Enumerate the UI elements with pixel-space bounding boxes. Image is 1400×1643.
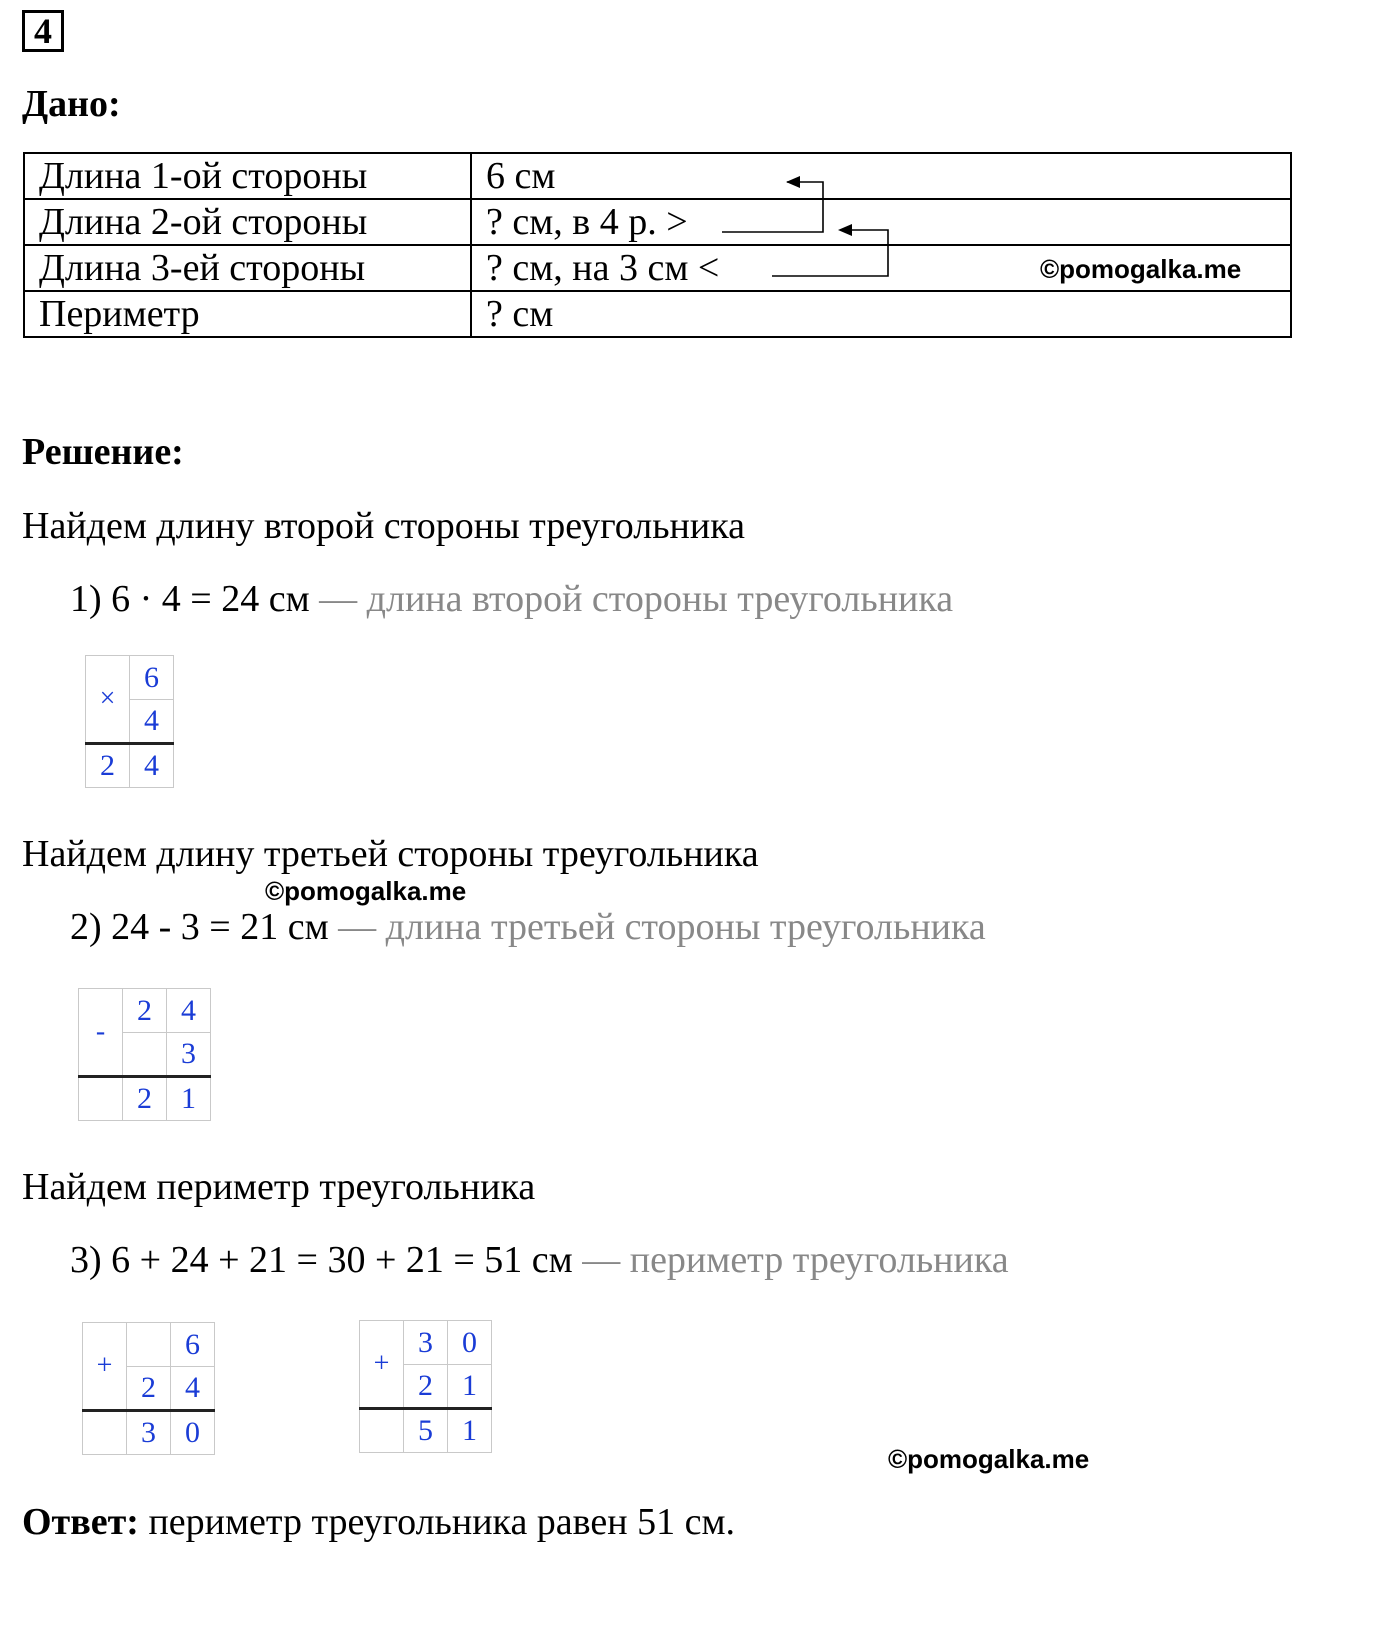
watermark: ©pomogalka.me [1040, 254, 1242, 284]
digit-cell: 1 [448, 1409, 492, 1453]
digit-cell: 4 [167, 989, 211, 1033]
step-expression: 3) 6 + 24 + 21 = 30 + 21 = 51 см [70, 1239, 573, 1281]
digit-cell: 2 [404, 1365, 448, 1409]
digit-cell: 4 [171, 1367, 215, 1411]
given-heading: Дано: [22, 83, 121, 125]
digit-cell: 6 [130, 656, 174, 700]
watermark: ©pomogalka.me [265, 876, 467, 906]
digit-cell [79, 1077, 123, 1121]
digit-cell [360, 1409, 404, 1453]
step-intro: Найдем периметр треугольника [22, 1166, 536, 1208]
digit-cell: 1 [167, 1077, 211, 1121]
digit-cell: 2 [123, 1077, 167, 1121]
digit-cell: 0 [448, 1321, 492, 1365]
column-multiplication [85, 655, 174, 788]
step-line [70, 905, 986, 949]
digit-cell [83, 1411, 127, 1455]
column-subtraction [78, 988, 211, 1121]
digit-cell: 4 [130, 744, 174, 788]
arrow-third-to-second [772, 230, 888, 276]
step-expression: 1) 6 · 4 = 24 см [70, 578, 310, 620]
digit-cell: 5 [404, 1409, 448, 1453]
given-value: ? см, в 4 р. > [471, 199, 1291, 245]
step-expression: 2) 24 - 3 = 21 см [70, 906, 329, 948]
digit-cell [123, 1033, 167, 1077]
digit-cell: 4 [130, 700, 174, 744]
digit-cell: 3 [127, 1411, 171, 1455]
answer-label: Ответ: [22, 1501, 139, 1543]
given-value: ? см [471, 291, 1291, 337]
operator-sign: - [79, 989, 123, 1077]
given-label: Длина 1-ой стороны [24, 153, 471, 199]
step-line [70, 1238, 1009, 1282]
digit-cell: 3 [167, 1033, 211, 1077]
digit-cell: 2 [123, 989, 167, 1033]
given-label: Длина 3-ей стороны [24, 245, 471, 291]
given-label: Периметр [24, 291, 471, 337]
step-note: — длина второй стороны треугольника [319, 578, 954, 620]
digit-cell: 0 [171, 1411, 215, 1455]
digit-cell: 6 [171, 1323, 215, 1367]
digit-cell: 2 [86, 744, 130, 788]
digit-cell [127, 1323, 171, 1367]
given-value: 6 см [471, 153, 1291, 199]
given-value: ? см, на 3 см < [471, 245, 1291, 291]
solution-heading: Решение: [22, 431, 184, 473]
step-note: — длина третьей стороны треугольника [338, 906, 986, 948]
relation-arrows [0, 0, 1400, 400]
answer [22, 1500, 735, 1544]
digit-cell: 1 [448, 1365, 492, 1409]
operator-sign: + [83, 1323, 127, 1411]
column-addition-1 [82, 1322, 215, 1455]
operator-sign: × [86, 656, 130, 744]
digit-cell: 2 [127, 1367, 171, 1411]
column-addition-2 [359, 1320, 492, 1453]
digit-cell: 3 [404, 1321, 448, 1365]
task-number: 4 [22, 10, 64, 52]
answer-text: периметр треугольника равен 51 см. [148, 1501, 736, 1543]
watermark: ©pomogalka.me [888, 1444, 1090, 1474]
step-intro: Найдем длину третьей стороны треугольника [22, 833, 759, 875]
given-label: Длина 2-ой стороны [24, 199, 471, 245]
operator-sign: + [360, 1321, 404, 1409]
arrow-second-to-first [722, 182, 823, 232]
step-note: — периметр треугольника [582, 1239, 1009, 1281]
step-intro: Найдем длину второй стороны треугольника [22, 505, 745, 547]
step-line [70, 577, 953, 621]
